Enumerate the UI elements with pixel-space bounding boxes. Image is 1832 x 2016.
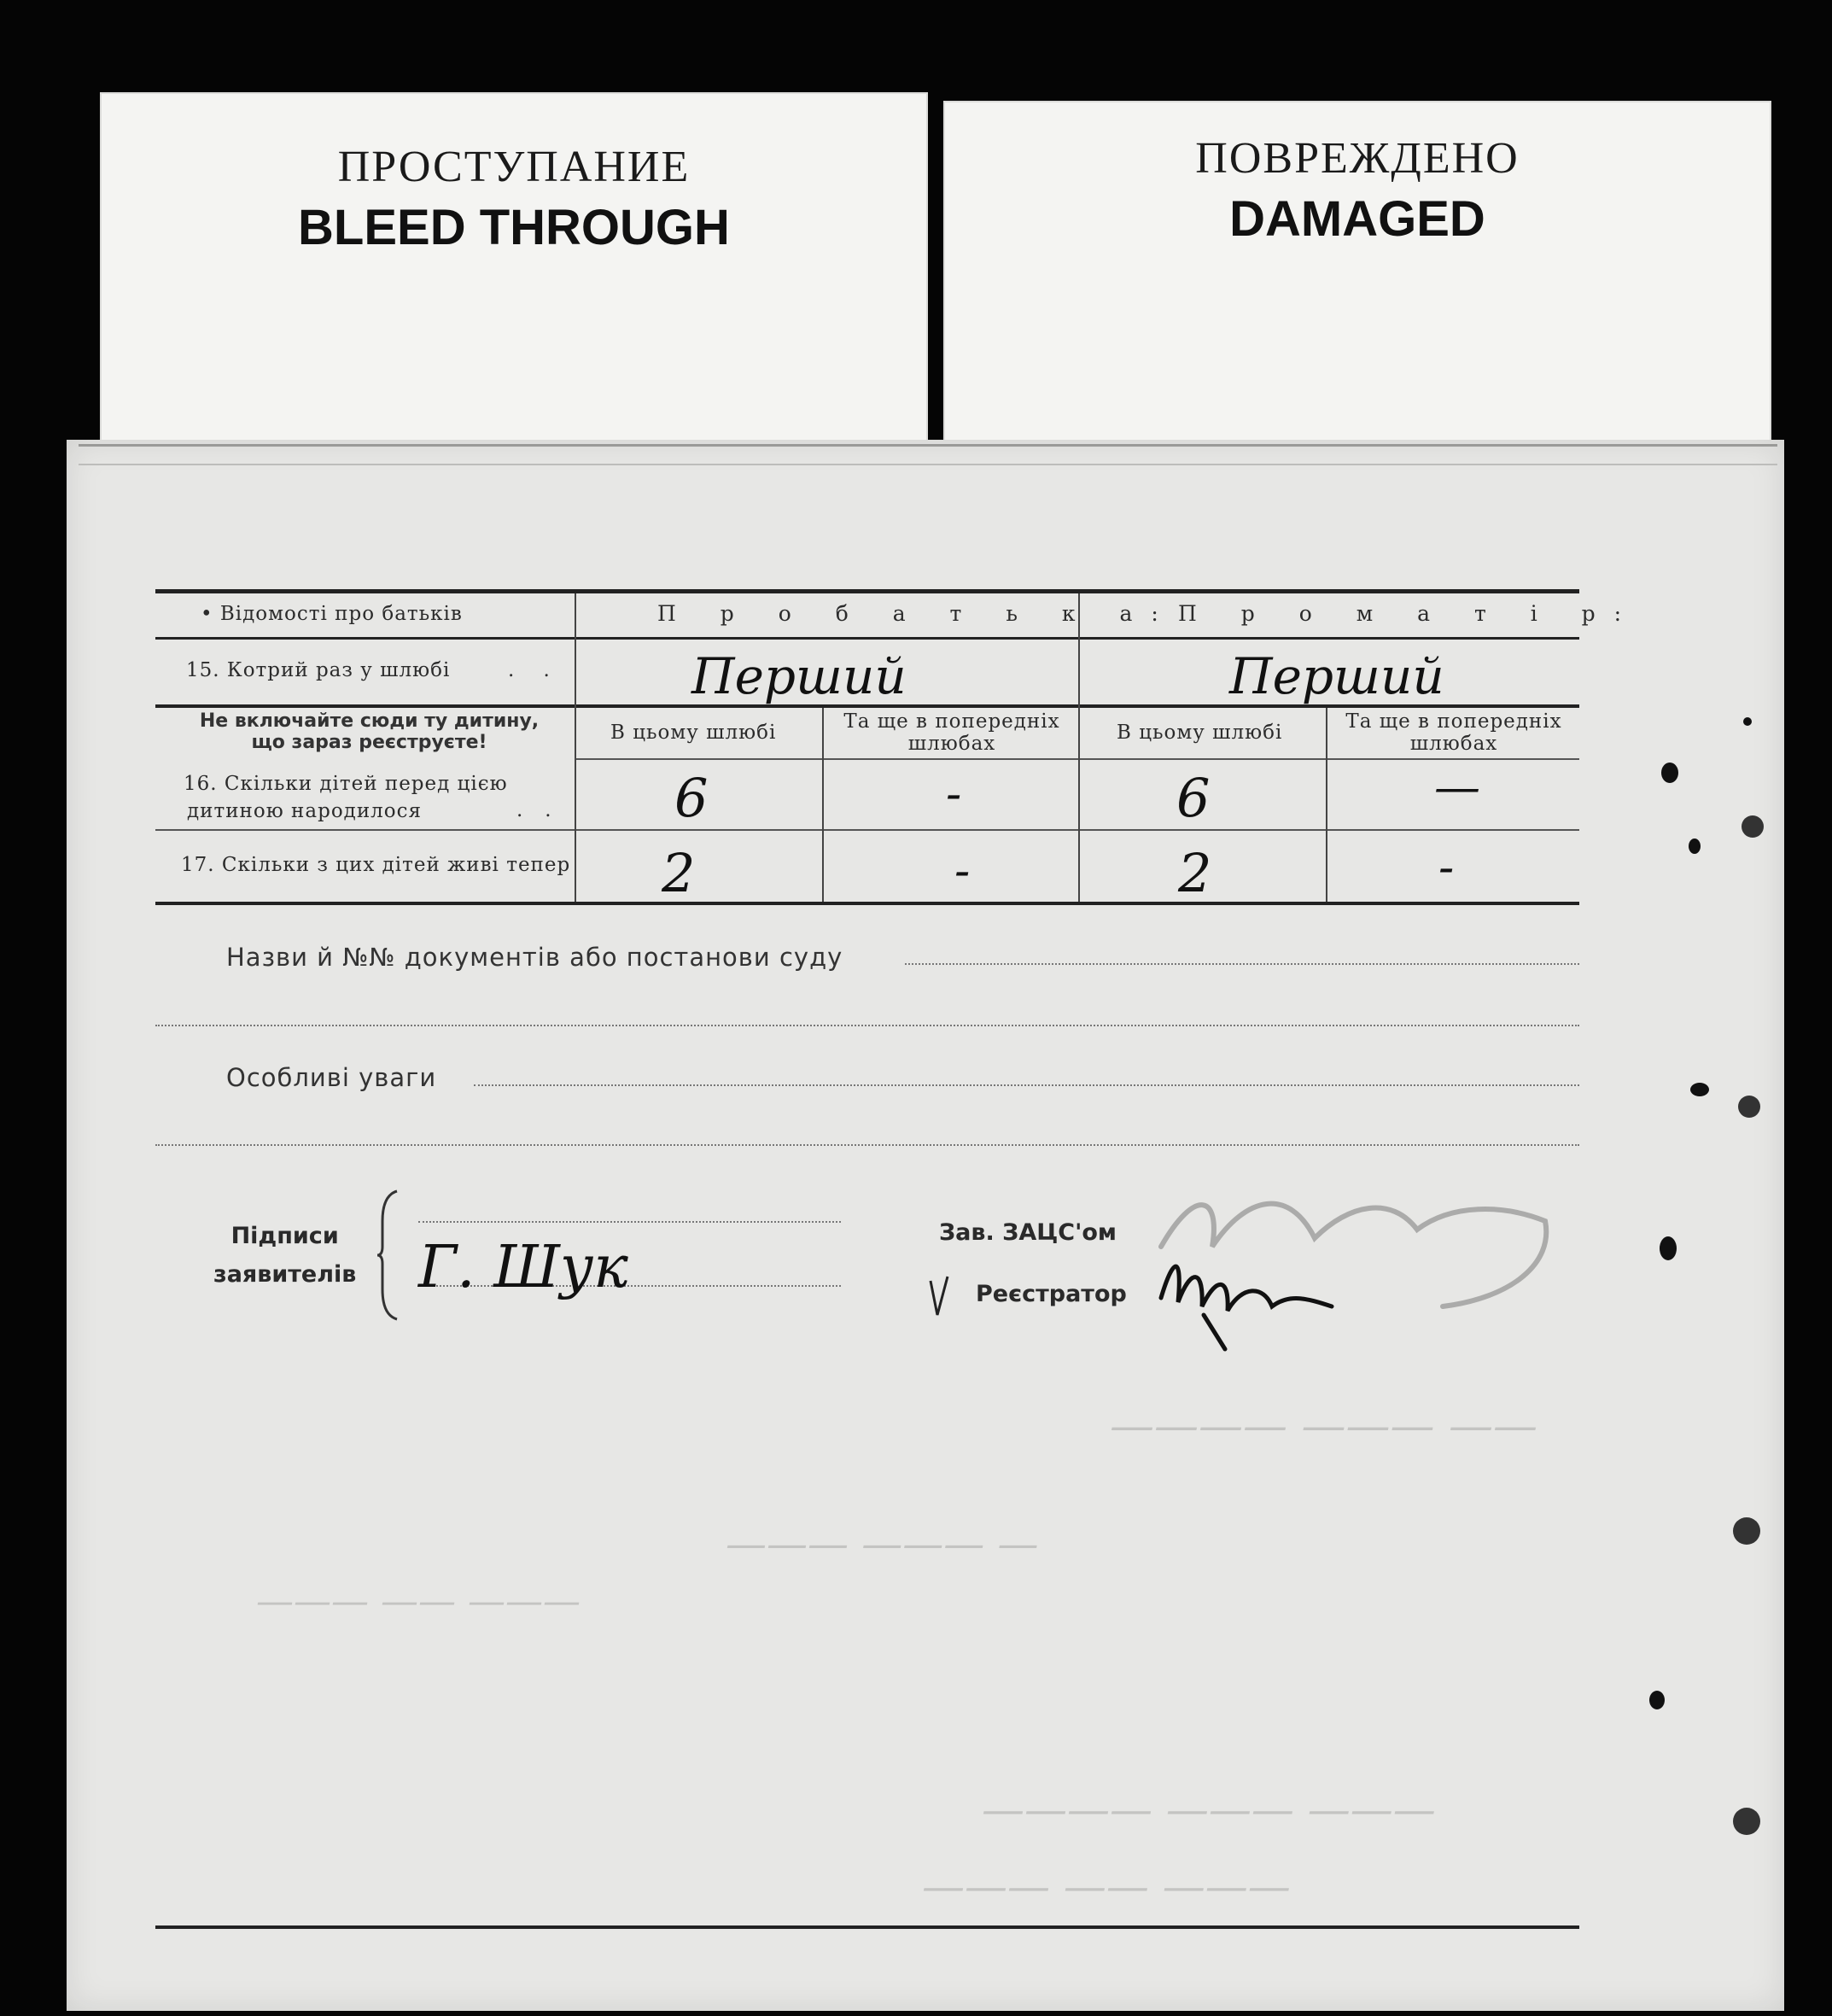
head-of-registry-label: Зав. ЗАЦС'ом xyxy=(939,1219,1117,1246)
father-previous-line-1: Та ще в попередніх xyxy=(843,710,1060,733)
mother-previous-marriages xyxy=(1334,710,1573,755)
remarks-line-2 xyxy=(155,1144,1579,1146)
col-divider-2 xyxy=(1078,593,1080,902)
row17-label: 17. Скільки з цих дітей живі тепер xyxy=(181,854,571,876)
col-divider-4 xyxy=(1326,708,1327,902)
row17-mother-this: 2 xyxy=(1178,842,1212,904)
row16-mother-this: 6 xyxy=(1176,767,1211,829)
applicants-label-line-1: Підписи xyxy=(230,1223,339,1249)
damaged-label-ru: ПОВРЕЖДЕНО xyxy=(1195,134,1520,183)
registrar-checkmark xyxy=(922,1272,956,1324)
documents-line-2 xyxy=(155,1025,1579,1026)
damaged-label-en: DAMAGED xyxy=(1229,191,1485,247)
father-in-this-marriage: В цьому шлюбі xyxy=(610,722,777,744)
note-line-2: що зараз реєструєте! xyxy=(251,732,487,753)
col-divider-3 xyxy=(822,708,824,902)
damage-mark-1 xyxy=(1661,763,1678,783)
bleed-through-label-card xyxy=(100,92,928,451)
damage-mark-3 xyxy=(1690,1083,1709,1096)
header-about-father: П р о б а т ь к а: xyxy=(657,601,1177,626)
row16-label-line-2: дитиною народилося xyxy=(187,800,423,822)
bleed-through-handwriting-3: ——— —— ——— xyxy=(256,1580,581,1623)
row17-father-prev: - xyxy=(954,844,971,897)
row16-father-this: 6 xyxy=(674,767,709,829)
damaged-label-card xyxy=(943,101,1771,442)
row17-father-this: 2 xyxy=(662,842,696,904)
applicants-signatures-label xyxy=(213,1217,356,1294)
bleed-through-handwriting-1: ———— ——— —— xyxy=(1110,1400,1538,1452)
row16-mother-prev: — xyxy=(1434,760,1480,814)
col-divider-1 xyxy=(575,593,576,902)
bleed-through-label-en: BLEED THROUGH xyxy=(298,200,730,255)
row16-bottom-rule xyxy=(155,829,1579,831)
row15-father-value: Перший xyxy=(691,647,907,705)
damage-mark-5 xyxy=(1649,1691,1665,1709)
row15-label: 15. Котрий раз у шлюбі xyxy=(186,659,451,681)
note-line-1: Не включайте сюди ту дитину, xyxy=(199,710,540,732)
mother-in-this-marriage: В цьому шлюбі xyxy=(1117,722,1283,744)
table-bottom-rule xyxy=(155,902,1579,905)
header-bottom-rule xyxy=(155,637,1579,640)
bleed-through-handwriting-2: ——— ——— — xyxy=(726,1520,1039,1568)
row15-dots: . . xyxy=(508,659,551,681)
row16-label xyxy=(184,770,508,825)
applicants-label-line-2: заявителів xyxy=(213,1261,357,1288)
mother-previous-line-2: шлюбах xyxy=(1409,733,1498,755)
remarks-label: Особливі уваги xyxy=(226,1063,437,1092)
row17-mother-prev: - xyxy=(1438,840,1455,894)
documents-label: Назви й №№ документів або постанови суду xyxy=(226,943,843,972)
bleed-through-handwriting-5: ——— —— ——— xyxy=(922,1861,1291,1911)
damage-mark-4 xyxy=(1660,1236,1677,1260)
bleed-through-handwriting-4: ———— ——— ——— xyxy=(982,1785,1436,1834)
binding-hole-2 xyxy=(1738,1096,1760,1118)
applicant-signature-line-1 xyxy=(418,1221,841,1223)
registrar-label: Реєстратор xyxy=(976,1281,1127,1307)
table-top-rule xyxy=(155,589,1579,593)
row15-mother-value: Перший xyxy=(1229,647,1444,705)
row16-label-line-1: 16. Скільки дітей перед цією xyxy=(184,773,508,795)
father-previous-marriages xyxy=(832,710,1071,755)
bleed-through-label-ru: ПРОСТУПАНИЕ xyxy=(337,143,691,191)
row16-father-prev: - xyxy=(946,767,962,821)
sheet-bottom-rule xyxy=(155,1925,1579,1929)
binding-hole-4 xyxy=(1733,1808,1760,1835)
damage-mark-2 xyxy=(1689,839,1701,854)
head-signature-faint xyxy=(1144,1170,1571,1341)
father-previous-line-2: шлюбах xyxy=(907,733,996,755)
signature-brace xyxy=(376,1187,401,1324)
applicant-signature: Г. Шук xyxy=(418,1234,628,1301)
remarks-line-1 xyxy=(474,1084,1579,1086)
row16-dots: . . xyxy=(516,799,552,821)
sheet-top-edge xyxy=(79,444,1777,465)
documents-line-1 xyxy=(905,963,1579,965)
header-parents-info: • Відомості про батьків xyxy=(201,603,463,625)
binding-hole-1 xyxy=(1742,815,1764,838)
binding-hole-3 xyxy=(1733,1517,1760,1545)
header-about-mother: П р о м а т і р: xyxy=(1178,601,1641,626)
mother-previous-line-1: Та ще в попередніх xyxy=(1345,710,1562,733)
note-exclude-child xyxy=(166,710,572,753)
damage-mark-6 xyxy=(1743,717,1752,726)
